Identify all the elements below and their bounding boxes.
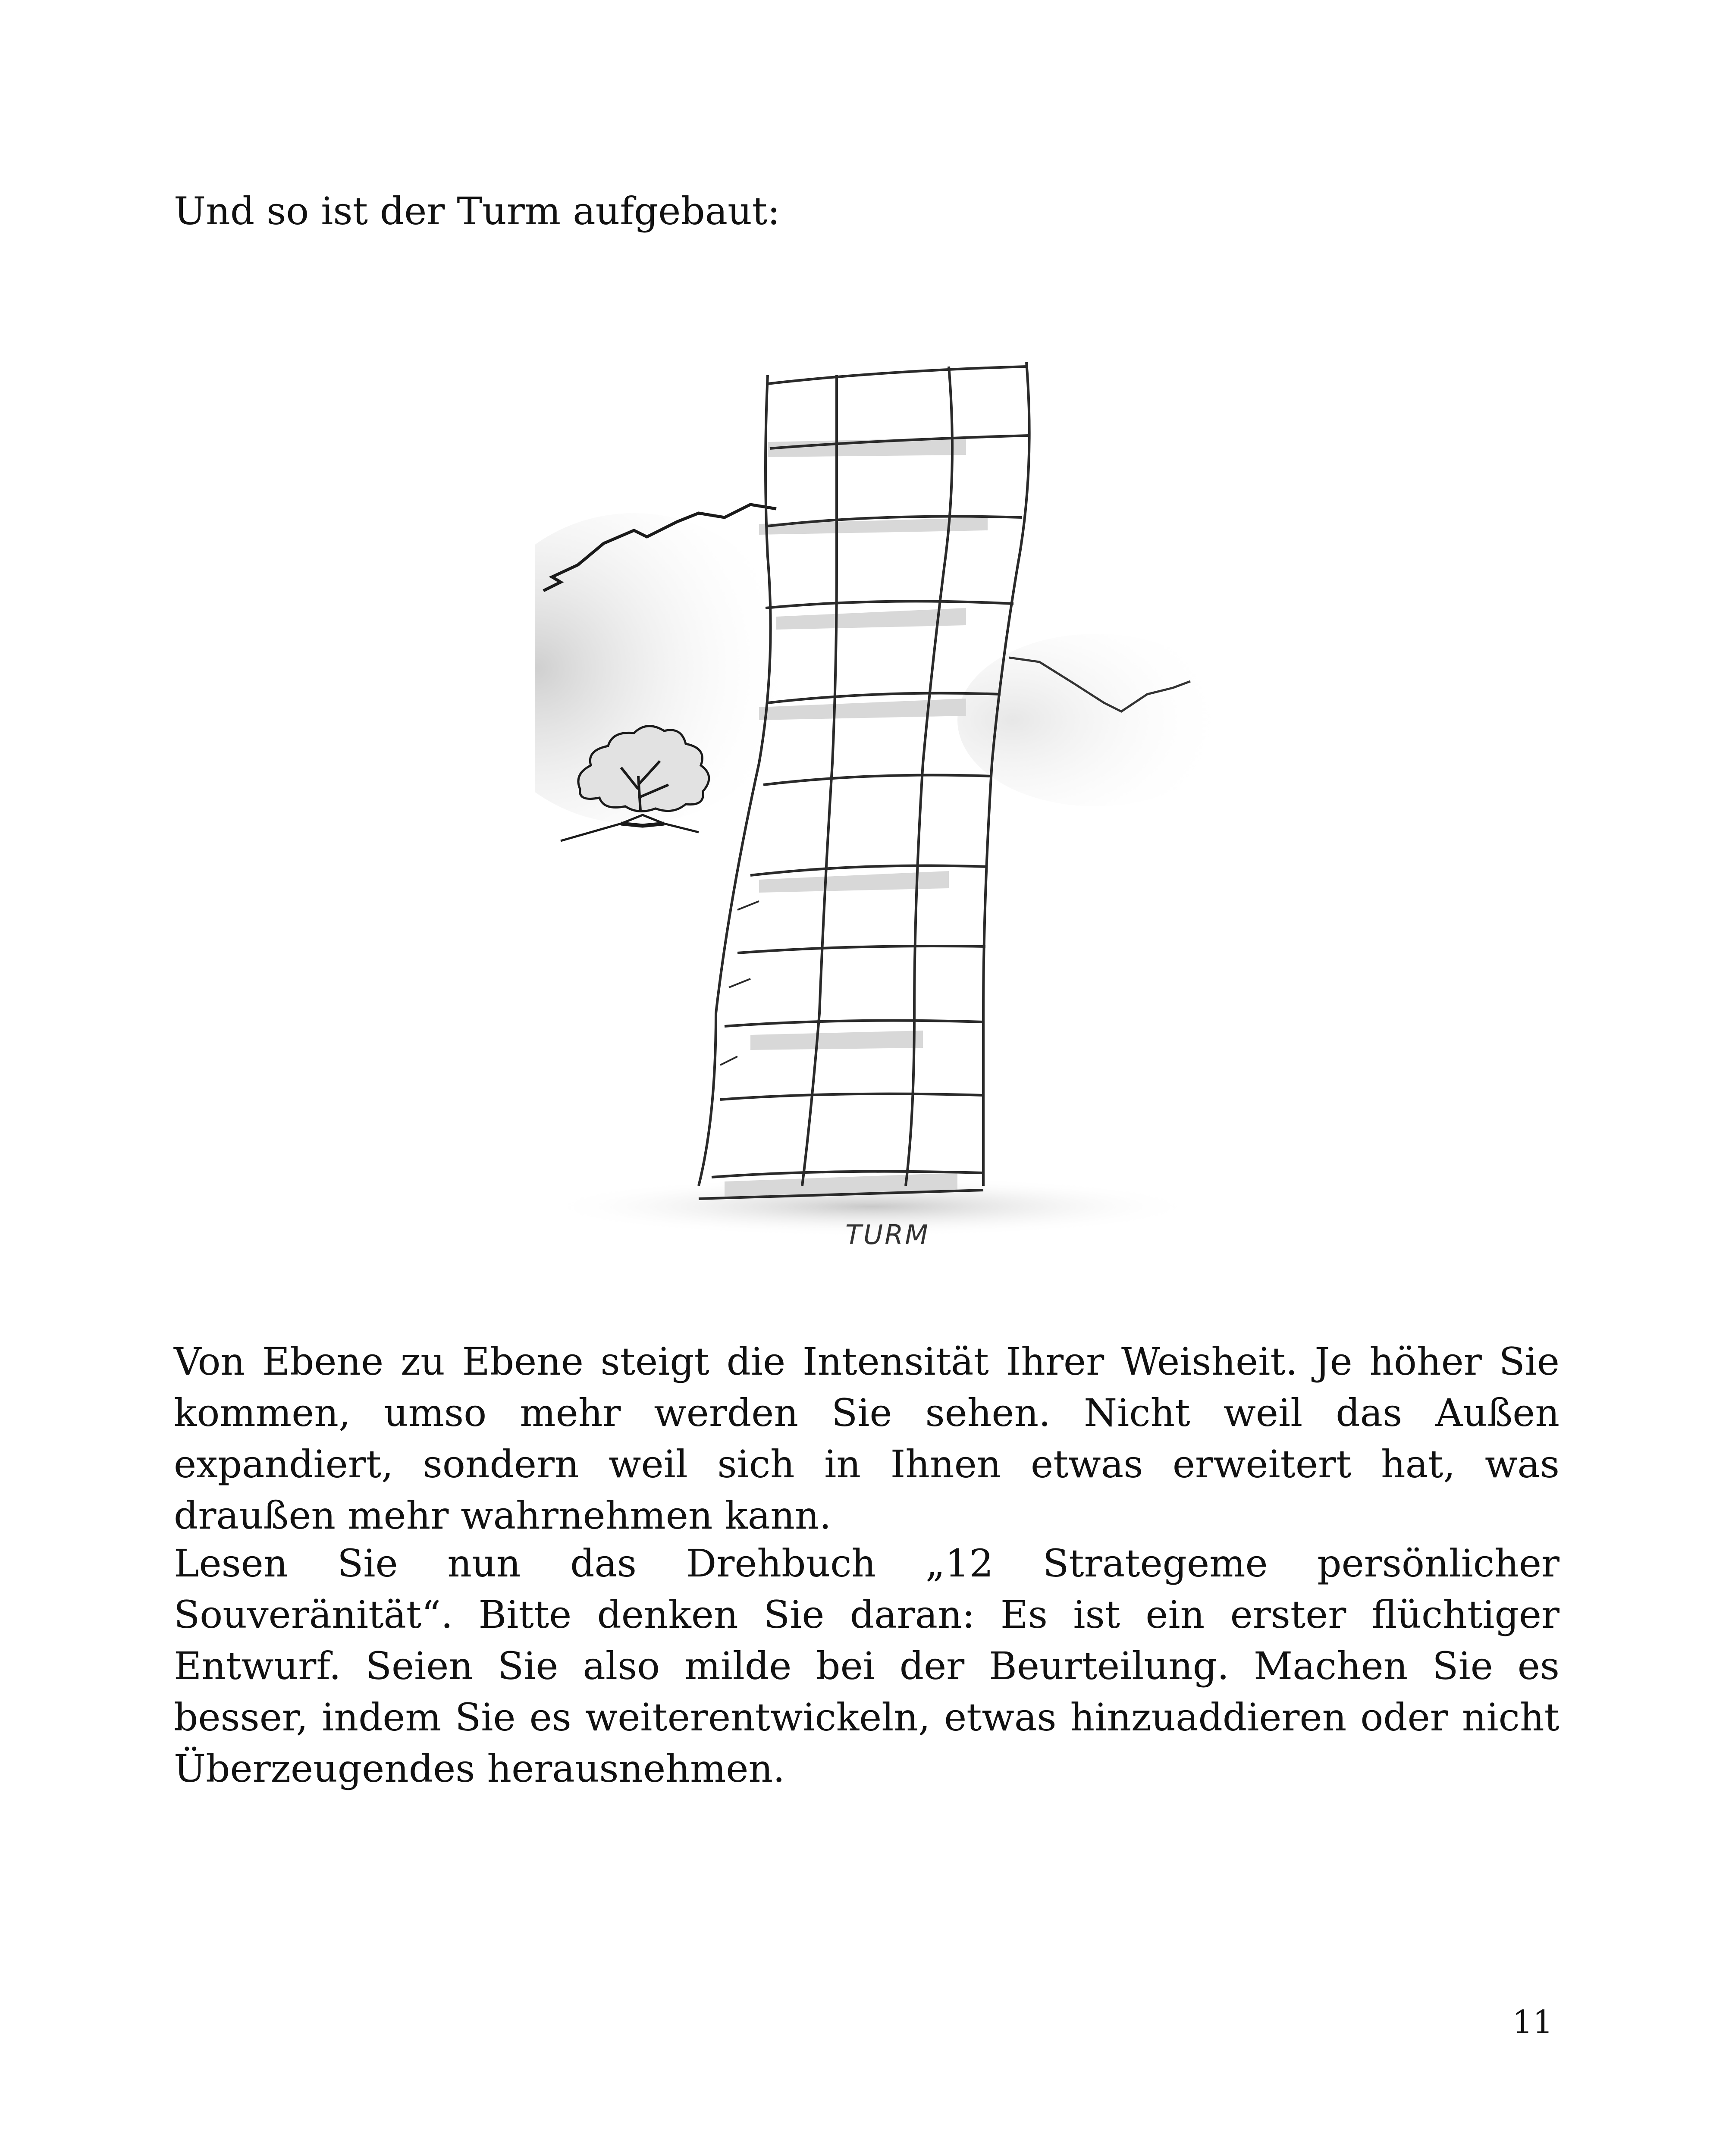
illustration-caption: TURM (845, 1219, 930, 1250)
paragraph-1: Von Ebene zu Ebene steigt die Intensität Ihrer Weisheit. Je höher Sie kommen, umso mehr werden Sie sehen. Nicht weil das Außen expandiert, sondern weil sich in Ihnen etwas erweitert hat, was draußen mehr wahrnehmen kann. (174, 1339, 1559, 1538)
intro-text: Und so ist der Turm aufgebaut: (174, 189, 780, 233)
tower-floor-shading (725, 438, 988, 1197)
tower-illustration (535, 341, 1233, 1250)
tower-drawing (699, 362, 1029, 1199)
page-number: 11 (1512, 2004, 1553, 2041)
paragraph-2: Lesen Sie nun das Drehbuch „12 Strategeme persönlicher Souveränität“. Bitte denken Sie daran: Es ist ein erster flüchtiger Entwurf. Seien Sie also milde bei der Beurteilung. Machen Sie es besser, indem Sie es weiterentwickeln, etwas hinzuaddieren oder nicht Überzeugendes herausnehmen. (174, 1541, 1559, 1791)
